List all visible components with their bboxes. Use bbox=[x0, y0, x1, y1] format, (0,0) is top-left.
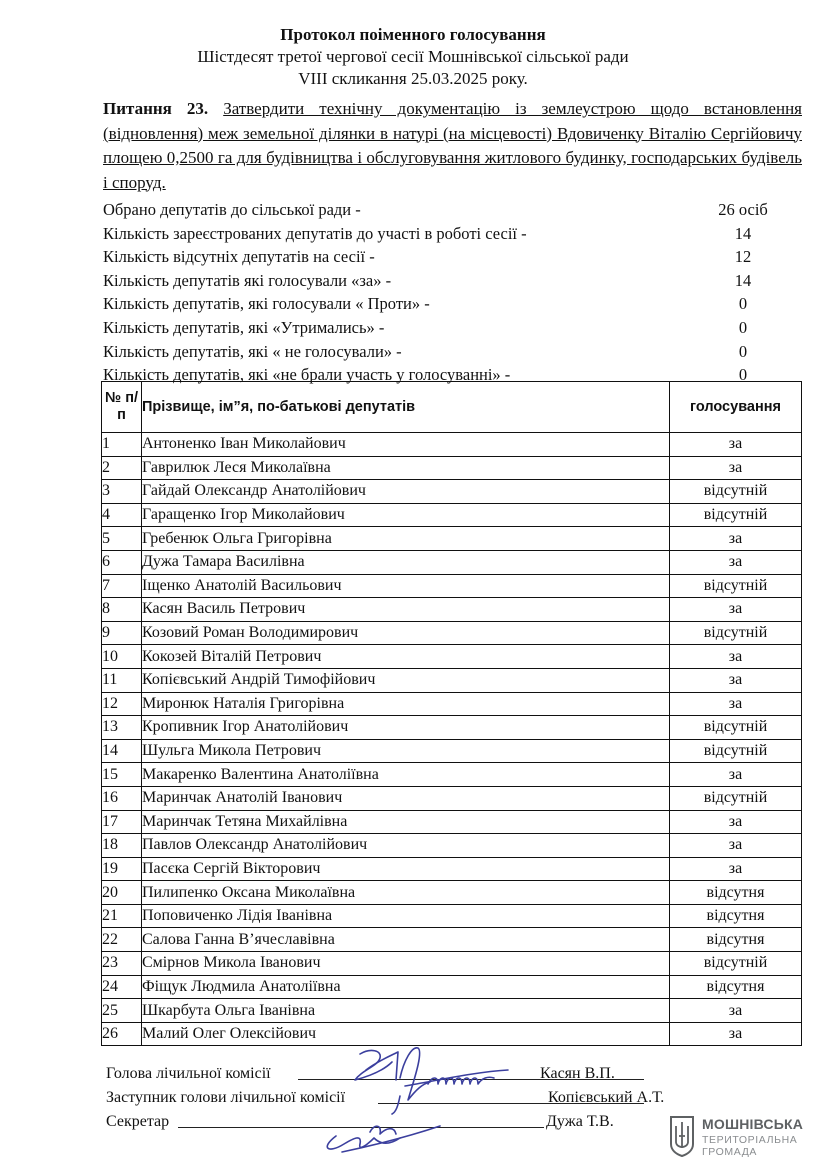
vote-result: за bbox=[670, 668, 802, 692]
stat-value: 14 bbox=[734, 270, 752, 290]
table-row bbox=[102, 999, 802, 1023]
deputy-name: Гаращенко Ігор Миколайович bbox=[142, 503, 670, 527]
row-number: 8 bbox=[102, 598, 142, 622]
vote-result: відсутній bbox=[670, 716, 802, 740]
vote-result: відсутній bbox=[670, 786, 802, 810]
vote-result: за bbox=[670, 692, 802, 716]
vote-result: за bbox=[670, 763, 802, 787]
table-row bbox=[102, 574, 802, 598]
row-number: 2 bbox=[102, 456, 142, 480]
table-row bbox=[102, 456, 802, 480]
row-number: 17 bbox=[102, 810, 142, 834]
row-number: 15 bbox=[102, 763, 142, 787]
row-number: 1 bbox=[102, 433, 142, 457]
voting-stats bbox=[103, 198, 802, 387]
stat-label: Кількість депутатів, які « не голосували» - bbox=[103, 341, 402, 361]
row-number: 12 bbox=[102, 692, 142, 716]
row-number: 5 bbox=[102, 527, 142, 551]
stat-value: 0 bbox=[738, 341, 748, 361]
vote-result: відсутній bbox=[670, 480, 802, 504]
convocation-date: VIII скликання 25.03.2025 року. bbox=[298, 69, 528, 88]
stat-row bbox=[103, 245, 802, 269]
vote-result: відсутній bbox=[670, 574, 802, 598]
vote-result: відсутня bbox=[670, 928, 802, 952]
deputy-name: Козовий Роман Володимирович bbox=[142, 621, 670, 645]
row-number: 11 bbox=[102, 668, 142, 692]
stat-value: 12 bbox=[734, 247, 752, 267]
row-number: 7 bbox=[102, 574, 142, 598]
chair-role: Голова лічильної комісії bbox=[106, 1065, 271, 1082]
chair-name: Касян В.П. bbox=[540, 1065, 615, 1082]
vote-result: за bbox=[670, 1022, 802, 1046]
logo-subtitle bbox=[702, 1134, 797, 1158]
deputy-name: Фіщук Людмила Анатоліївна bbox=[142, 975, 670, 999]
deputy-name: Кокозей Віталій Петрович bbox=[142, 645, 670, 669]
table-row bbox=[102, 928, 802, 952]
stat-value: 26 осіб bbox=[718, 200, 768, 219]
table-row bbox=[102, 480, 802, 504]
stat-value: 0 bbox=[738, 294, 748, 314]
deputy-name: Поповиченко Лідія Іванівна bbox=[142, 904, 670, 928]
deputy-name: Миронюк Наталія Григорівна bbox=[142, 692, 670, 716]
header-name: Прізвище, ім”я, по-батькові депутатів bbox=[142, 382, 670, 433]
row-number: 21 bbox=[102, 904, 142, 928]
logo-line-2: ТЕРИТОРІАЛЬНА bbox=[702, 1134, 798, 1146]
stat-label: Кількість депутатів, які «не брали участь у голосуванні» - bbox=[103, 365, 511, 385]
deputy-name: Гаврилюк Леся Миколаївна bbox=[142, 456, 670, 480]
row-number: 24 bbox=[102, 975, 142, 999]
vote-result: за bbox=[670, 834, 802, 858]
table-row bbox=[102, 952, 802, 976]
deputy-name: Маринчак Тетяна Михайлівна bbox=[142, 810, 670, 834]
table-row bbox=[102, 503, 802, 527]
row-number: 10 bbox=[102, 645, 142, 669]
vote-result: за bbox=[670, 456, 802, 480]
row-number: 26 bbox=[102, 1022, 142, 1046]
deputy-name: Шкарбута Ольга Іванівна bbox=[142, 999, 670, 1023]
table-row bbox=[102, 857, 802, 881]
table-row bbox=[102, 621, 802, 645]
stat-row bbox=[103, 198, 802, 222]
table-row bbox=[102, 433, 802, 457]
secretary-name: Дужа Т.В. bbox=[546, 1113, 614, 1130]
table-row bbox=[102, 550, 802, 574]
table-row bbox=[102, 834, 802, 858]
stat-label: Кількість зареєстрованих депутатів до участі в роботі сесії - bbox=[103, 223, 527, 243]
table-row bbox=[102, 668, 802, 692]
row-number: 13 bbox=[102, 716, 142, 740]
deputy-name: Іщенко Анатолій Васильович bbox=[142, 574, 670, 598]
table-row bbox=[102, 810, 802, 834]
deputy-name: Шульга Микола Петрович bbox=[142, 739, 670, 763]
vote-result: відсутній bbox=[670, 952, 802, 976]
stat-row bbox=[103, 222, 802, 246]
row-number: 3 bbox=[102, 480, 142, 504]
question-number: Питання 23. bbox=[103, 99, 209, 118]
vote-result: відсутня bbox=[670, 975, 802, 999]
header-vote: голосування bbox=[670, 382, 802, 433]
vote-result: відсутня bbox=[670, 904, 802, 928]
table-row bbox=[102, 645, 802, 669]
vote-result: за bbox=[670, 598, 802, 622]
deputy-name: Павлов Олександр Анатолійович bbox=[142, 834, 670, 858]
row-number: 22 bbox=[102, 928, 142, 952]
trident-emblem-icon bbox=[668, 1114, 696, 1158]
row-number: 25 bbox=[102, 999, 142, 1023]
question-text: Затвердити технічну документацію із землеустрою щодо встановлення (відновлення) меж земельної ділянки в натурі (на місцевості) Вдовиченку Віталію Сергійовичу площею 0,2500 га для будівництва і обслуговування житлового будинку, господарських будівель і споруд. bbox=[103, 99, 802, 192]
community-logo bbox=[668, 1114, 818, 1162]
table-row bbox=[102, 881, 802, 905]
vote-result: за bbox=[670, 857, 802, 881]
deputy-role: Заступник голови лічильної комісії bbox=[106, 1089, 346, 1106]
table-row bbox=[102, 975, 802, 999]
stat-value: 0 bbox=[738, 317, 748, 337]
stat-value: 14 bbox=[734, 223, 752, 243]
deputy-name: Макаренко Валентина Анатоліївна bbox=[142, 763, 670, 787]
vote-result: за bbox=[670, 645, 802, 669]
agenda-question bbox=[103, 97, 802, 195]
table-row bbox=[102, 763, 802, 787]
row-number: 20 bbox=[102, 881, 142, 905]
vote-result: відсутня bbox=[670, 881, 802, 905]
stat-label: Кількість депутатів, які «Утрималиcь» - bbox=[103, 317, 385, 337]
stat-row bbox=[103, 292, 802, 316]
stat-row bbox=[103, 340, 802, 364]
vote-result: за bbox=[670, 999, 802, 1023]
deputy-name: Пилипенко Оксана Миколаївна bbox=[142, 881, 670, 905]
row-number: 18 bbox=[102, 834, 142, 858]
deputy-name: Пасєка Сергій Вікторович bbox=[142, 857, 670, 881]
deputy-name: Маринчак Анатолій Іванович bbox=[142, 786, 670, 810]
table-row bbox=[102, 786, 802, 810]
logo-line-3: ГРОМАДА bbox=[702, 1146, 758, 1158]
stat-row bbox=[103, 269, 802, 293]
stat-label: Кількість відсутніх депутатів на сесії - bbox=[103, 247, 375, 267]
deputy-name: Гайдай Олександр Анатолійович bbox=[142, 480, 670, 504]
stat-label: Обрано депутатів до сільської ради - bbox=[103, 200, 361, 219]
vote-result: за bbox=[670, 433, 802, 457]
secretary-role: Секретар bbox=[106, 1113, 170, 1130]
vote-result: відсутній bbox=[670, 739, 802, 763]
row-number: 6 bbox=[102, 550, 142, 574]
row-number: 14 bbox=[102, 739, 142, 763]
deputy-name: Гребенюк Ольга Григорівна bbox=[142, 527, 670, 551]
table-body bbox=[102, 433, 802, 1046]
deputy-name: Малий Олег Олексійович bbox=[142, 1022, 670, 1046]
table-row bbox=[102, 904, 802, 928]
deputy-name: Копієвський А.Т. bbox=[548, 1089, 665, 1106]
roll-call-table bbox=[101, 381, 802, 1046]
deputy-name: Касян Василь Петрович bbox=[142, 598, 670, 622]
logo-title: МОШНІВСЬКА bbox=[702, 1116, 804, 1132]
stat-label: Кількість депутатів, які голосували « Проти» - bbox=[103, 294, 430, 314]
deputy-name: Кропивник Ігор Анатолійович bbox=[142, 716, 670, 740]
table-row bbox=[102, 527, 802, 551]
vote-result: за bbox=[670, 527, 802, 551]
vote-result: за bbox=[670, 810, 802, 834]
table-row bbox=[102, 716, 802, 740]
deputy-name: Дужа Тамара Василівна bbox=[142, 550, 670, 574]
vote-result: відсутній bbox=[670, 621, 802, 645]
stat-row bbox=[103, 316, 802, 340]
table-header-row bbox=[102, 382, 802, 433]
stat-label: Кількість депутатів які голосували «за» - bbox=[103, 270, 392, 290]
row-number: 19 bbox=[102, 857, 142, 881]
deputy-name: Смірнов Микола Іванович bbox=[142, 952, 670, 976]
table-row bbox=[102, 598, 802, 622]
document-title: Протокол поіменного голосування bbox=[280, 25, 546, 44]
table-row bbox=[102, 692, 802, 716]
row-number: 4 bbox=[102, 503, 142, 527]
session-subtitle: Шістдесят третої чергової сесії Мошнівської сільської ради bbox=[197, 47, 629, 66]
table-row bbox=[102, 739, 802, 763]
row-number: 23 bbox=[102, 952, 142, 976]
deputy-name: Салова Ганна В’ячеславівна bbox=[142, 928, 670, 952]
vote-result: за bbox=[670, 550, 802, 574]
deputy-name: Антоненко Іван Миколайович bbox=[142, 433, 670, 457]
handwritten-signatures bbox=[300, 1040, 540, 1165]
vote-result: відсутній bbox=[670, 503, 802, 527]
row-number: 16 bbox=[102, 786, 142, 810]
stat-value: 0 bbox=[738, 365, 748, 385]
deputy-name: Копієвський Андрій Тимофійович bbox=[142, 668, 670, 692]
header-number: № п/п bbox=[102, 382, 142, 433]
row-number: 9 bbox=[102, 621, 142, 645]
